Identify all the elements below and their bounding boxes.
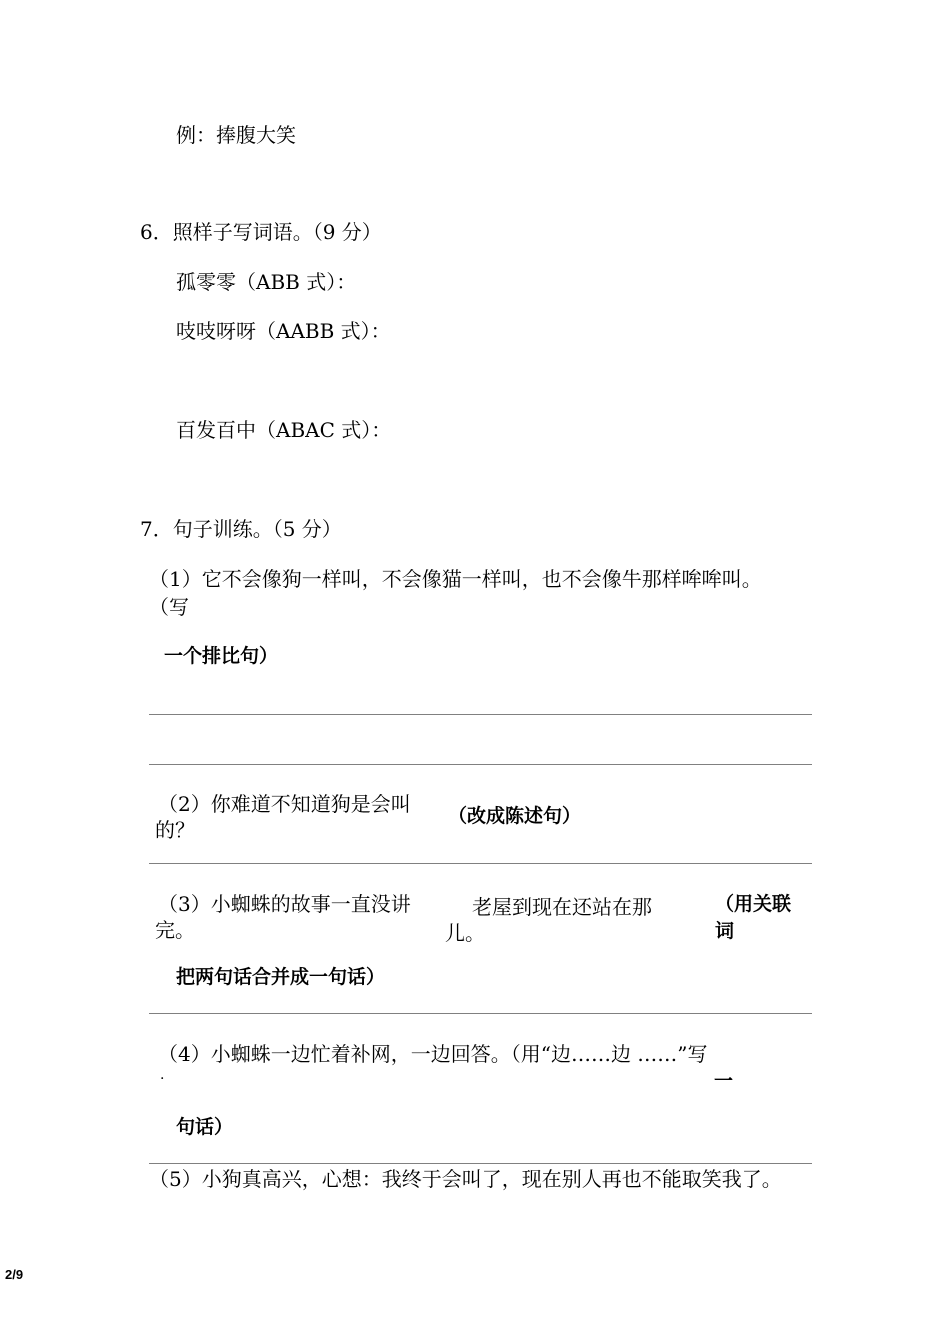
answer-line-2 bbox=[149, 764, 812, 765]
answer-line-1 bbox=[149, 714, 812, 715]
q6-title: 6．照样子写词语。（9 分） bbox=[140, 220, 382, 244]
q7-s3-sentence-a: （3）小蜘蛛的故事一直没讲 bbox=[158, 892, 411, 916]
q7-s4-dash: 一 bbox=[714, 1070, 734, 1092]
page-number: 2/9 bbox=[5, 1267, 24, 1282]
q7-s1-text: （1）它不会像狗一样叫，不会像猫一样叫，也不会像牛那样哞哞叫。 bbox=[149, 567, 762, 591]
answer-line-4 bbox=[149, 1013, 812, 1014]
q7-s1-paren: （写 bbox=[149, 595, 189, 619]
q7-s4-text: （4）小蜘蛛一边忙着补网，一边回答。（用“边……边 ……”写 bbox=[158, 1042, 708, 1066]
q7-s3-sentence-a2: 完。 bbox=[155, 918, 195, 942]
q7-s5-text: （5）小狗真高兴，心想：我终于会叫了，现在别人再也不能取笑我了。 bbox=[149, 1167, 782, 1191]
answer-line-5 bbox=[149, 1163, 812, 1164]
q7-s3-paren2: 词 bbox=[715, 920, 735, 942]
q7-s4-instruction: 句话） bbox=[176, 1116, 234, 1138]
q7-s4-dot: · bbox=[160, 1071, 165, 1087]
example-text: 例：捧腹大笑 bbox=[176, 123, 296, 147]
q7-s3-sentence-b2: 儿。 bbox=[445, 921, 485, 945]
q7-s2-text: （2）你难道不知道狗是会叫 bbox=[158, 792, 411, 816]
q7-s2-instruction: （改成陈述句） bbox=[448, 805, 582, 827]
q6-item-abac: 百发百中（ABAC 式）： bbox=[176, 418, 392, 442]
q7-s2-text2: 的？ bbox=[155, 818, 195, 842]
q6-item-abb: 孤零零（ABB 式）： bbox=[176, 270, 357, 294]
answer-line-3 bbox=[149, 863, 812, 864]
q7-title: 7．句子训练。（5 分） bbox=[140, 517, 342, 541]
q7-s1-instruction: 一个排比句） bbox=[164, 645, 279, 667]
q7-s3-instruction: 把两句话合并成一句话） bbox=[176, 966, 386, 988]
q7-s3-sentence-b: 老屋到现在还站在那 bbox=[472, 895, 652, 919]
q7-s3-paren: （用关联 bbox=[715, 893, 792, 915]
q6-item-aabb: 吱吱呀呀（AABB 式）： bbox=[176, 319, 391, 343]
